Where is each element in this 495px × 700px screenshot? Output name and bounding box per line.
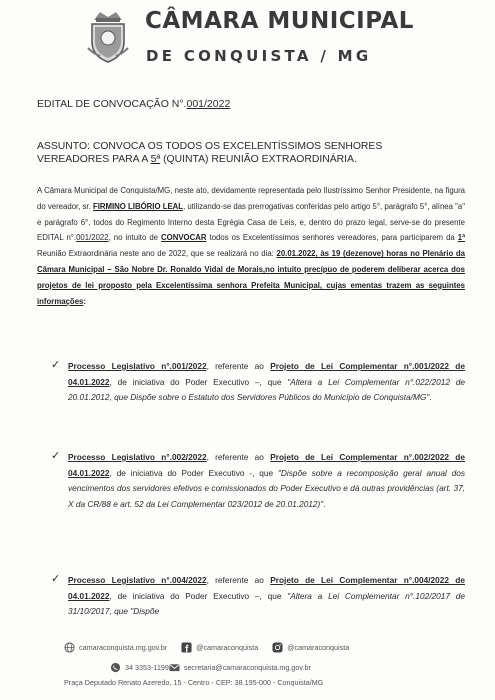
instagram-icon	[272, 642, 283, 653]
subject-text-a: ASSUNTO: CONVOCA OS TODOS OS EXCELENTÍSSIMOS SENHORES VEREADORES PARA A	[37, 141, 383, 165]
whatsapp-icon	[110, 662, 121, 673]
edital-prefix: EDITAL DE CONVOCAÇÃO N°.	[37, 98, 187, 110]
item-quote: "Altera a Lei Complementar n°.022/2012 de 20.01.2012, que Dispõe sobre o Estatuto dos Servidores Públicos do Município de Conquista/MG"	[68, 376, 465, 403]
process-label: Processo Legislativo n°.004/2022	[68, 575, 207, 585]
president-name: FIRMINO LIBÓRIO LEAL	[92, 201, 184, 211]
intro-paragraph	[37, 183, 465, 309]
item-mid: , referente ao	[206, 452, 271, 462]
address-text: Praça Deputado Renato Azeredo, 15 - Centro - CEP: 38.195-000 - Conquista/MG	[64, 678, 324, 687]
intro-text-2: , utilizando-se das prerrogativas conferidas pelo artigo 5°, parágrafo 5°, alínea "a" e parágrafo 6°, todos do Regimento Interno desta Egrégia Casa de Leis, e, dentro do prazo legal, serve-se do presente EDITAL n°.	[37, 201, 465, 243]
footer-row-address	[64, 678, 323, 687]
item-end: .	[323, 498, 326, 509]
project-label: Projeto de Lei Complementar n°.001/2022 de 04.01.2022	[68, 361, 465, 387]
list-item	[51, 573, 465, 620]
item-mid: , referente ao	[206, 575, 271, 585]
meeting-ordinal: 1ª	[457, 233, 465, 243]
process-label: Processo Legislativo n°.001/2022	[68, 361, 207, 371]
project-label: Projeto de Lei Complementar n°.002/2022 de 04.01.2022	[68, 452, 465, 478]
email-address[interactable]: secretaria@camaraconquista.mg.gov.br	[183, 663, 311, 672]
intro-end: :	[83, 296, 86, 306]
instagram-handle[interactable]: @camaraconquista	[287, 643, 350, 652]
subject-text-b: (QUINTA) REUNIÃO EXTRAORDINÁRIA.	[160, 154, 357, 165]
phone-number[interactable]: 34 3353-1199	[125, 663, 169, 672]
checkmark-icon: ✓	[51, 450, 61, 462]
edital-number-inline: 001/2022	[76, 233, 109, 243]
intro-text-3: , no intuito de	[108, 233, 162, 243]
facebook-icon	[181, 642, 192, 653]
item-quote: "Altera a Lei Complementar n°.102/2017 de 31/10/2017, que "Dispõe	[68, 590, 465, 617]
contact-footer	[0, 638, 495, 700]
item-rest: , de iniciativa do Poder Executivo -, que	[109, 467, 278, 478]
coat-of-arms-logo	[86, 8, 130, 64]
brand-title: CÂMARA MUNICIPAL	[145, 8, 414, 34]
item-rest: , de iniciativa do Poder Executivo –, que	[109, 376, 288, 387]
item-mid: , referente ao	[206, 361, 271, 371]
checkmark-icon: ✓	[51, 359, 61, 371]
list-item	[51, 359, 465, 406]
footer-row-web	[64, 642, 349, 653]
website-link[interactable]: camaraconquista.mg.gov.br	[79, 643, 168, 652]
intro-text-1: A Câmara Municipal de Conquista/MG, neste ato, devidamente representada pelo Ilustríssimo Senhor Presidente, na figura do vereador, sr.	[37, 186, 465, 211]
globe-icon	[64, 642, 75, 653]
brand-subtitle: DE CONQUISTA / MG	[146, 47, 372, 65]
process-label: Processo Legislativo n°.002/2022	[68, 452, 207, 462]
project-label: Projeto de Lei Complementar n°.004/2022 de 04.01.2022	[68, 575, 465, 601]
convocar-word: CONVOCAR	[161, 233, 207, 243]
checkmark-icon: ✓	[51, 573, 61, 585]
subject-number: 5ª	[150, 154, 161, 165]
subject-paragraph	[37, 140, 457, 166]
item-end: .	[429, 392, 432, 403]
meeting-date-time: 20.01.2022, às 19 (dezenove) horas no Plenário da Câmara Municipal – São Nobre Dr. Ronaldo Vidal de Morais,no intuito precípuo de poderem deliberar acerca dos projetos de lei proposto pela Excelentíssima senhora Prefeita Municipal, cujas ementas trazem as seguintes informações	[37, 249, 465, 306]
item-quote: "Dispõe sobre a recomposição geral anual dos vencimentos dos servidores efetivos e comissionados do Poder Executivo e dá outras providências (art. 37, X da CR/88 e art. 52 da Lei Complementar 023/2012 de 20.01.2012)"	[68, 467, 466, 509]
list-item	[51, 450, 466, 512]
footer-row-contact	[110, 662, 311, 673]
intro-text-4: todos os Excelentíssimos senhores vereadores, para participarem da	[206, 233, 458, 243]
facebook-handle[interactable]: @camaraconquista	[196, 643, 259, 652]
edital-number: 001/2022	[186, 98, 231, 110]
edital-heading	[37, 97, 230, 113]
item-rest: , de iniciativa do Poder Executivo –, que	[109, 590, 288, 601]
intro-text-5: Reunião Extraordinária neste ano de 2022, que se realizará no dia:	[37, 249, 277, 259]
email-icon	[169, 662, 180, 673]
